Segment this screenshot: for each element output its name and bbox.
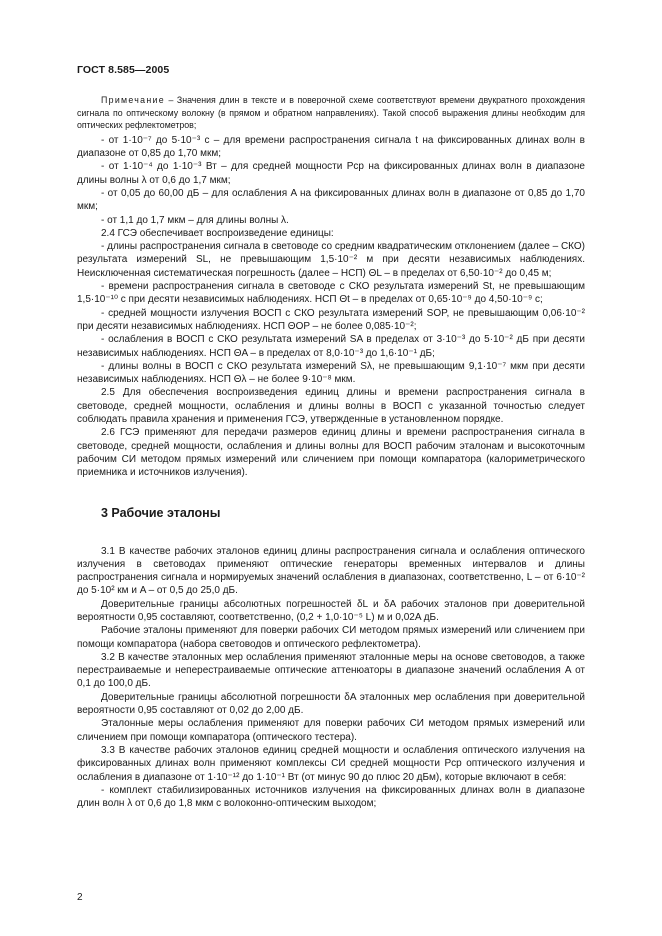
paragraph: - от 1·10⁻⁷ до 5·10⁻³ с – для времени распространения сигнала t на фиксированных длинах волн в диапазоне от 0,85 до 1,70 мкм; — [77, 134, 585, 160]
paragraph: - времени распространения сигнала в световоде с СКО результата измерений St, не превышающим 1,5·10⁻¹⁰ с при десяти независимых наблюдениях. НСП Θt – в пределах от 0,65·10⁻⁹ до 4,50·10⁻⁹ с; — [77, 281, 585, 306]
paragraph: - длины волны в ВОСП с СКО результата измерений Sλ, не превышающим 9,1·10⁻⁷ мкм при десяти независимых наблюдениях. НСП Θλ – не более 9·10⁻⁸ мкм. — [77, 360, 585, 386]
note-text: – Значения длин в тексте и в поверочной схеме соответствуют времени двукратного прохождения сигнала по оптическому волокну (в прямом и обратном направлениях). Такой способ выражения длины необходим для оптических рефлектометров; — [77, 95, 585, 131]
paragraph: 2.6 ГСЭ применяют для передачи размеров единиц длины и времени распространения сигнала в световоде, средней мощности, ослабления и длины волны для ВОСП рабочим эталонам и высокоточным рабочим СИ методом прямых измерений или сличением при помощи компаратора (калориметрического приемника и источников излучения). — [77, 427, 585, 479]
paragraph: - длины распространения сигнала в световоде со средним квадратическим отклонением (далее – СКО) результата измерений SL, не превышающим 1,5·10⁻² м при десяти независимых наблюдениях. Неисключенная систематическая погрешность (далее – НСП) ΘL – в пределах от 6,50·10⁻² до 0,45 м; — [77, 241, 585, 279]
paragraph: 3.1 В качестве рабочих эталонов единиц длины распространения сигнала и ослабления оптического излучения в световодах применяют оптические генераторы временных интервалов и длины распространения сигнала и нормируемых значений ослабления в диапазонах, соответственно, L – от 6·10⁻² до 5·10² км и A – от 0,5 до 25,0 дБ. — [77, 545, 585, 597]
note-label: Примечание — [101, 95, 165, 105]
paragraph: Рабочие эталоны применяют для поверки рабочих СИ методом прямых измерений или сличением при помощи компаратора (набора световодов и оптического рефлектометра). — [77, 625, 585, 650]
paragraph: Доверительные границы абсолютных погрешностей δL и δA рабочих эталонов при доверительной вероятности 0,95 составляют, соответственно, (0,2 + 1,0·10⁻⁵ L) м и 0,02A дБ. — [77, 598, 585, 623]
paragraph: 2.4 ГСЭ обеспечивает воспроизведение единицы: — [101, 227, 334, 239]
paragraph: - от 0,05 до 60,00 дБ – для ослабления A на фиксированных длинах волн в диапазоне от 0,85 до 1,70 мкм; — [77, 187, 585, 213]
document-header: ГОСТ 8.585—2005 — [77, 64, 170, 76]
paragraph: 3.2 В качестве эталонных мер ослабления применяют эталонные меры на основе световодов, а также перестраиваемые и неперестраиваемые оптические аттенюаторы в диапазоне значений ослабления A от 0,1 до 100,0 дБ. — [77, 651, 585, 690]
section-title: 3 Рабочие эталоны — [101, 505, 221, 520]
paragraph: 3.3 В качестве рабочих эталонов единиц средней мощности и ослабления оптического излучения на фиксированных длинах волн применяют комплексы СИ средней мощности Pср оптического излучения и ослабления в диапазоне от 1·10⁻¹² до 1·10⁻¹ Вт (от минус 90 до плюс 20 дБм), которые включают в себя: — [77, 744, 585, 783]
paragraph: - от 1·10⁻⁴ до 1·10⁻³ Вт – для средней мощности Pср на фиксированных длинах волн в диапазоне длины волны λ от 0,6 до 1,7 мкм; — [77, 161, 585, 186]
paragraph: - ослабления в ВОСП с СКО результата измерений SA в пределах от 3·10⁻³ до 5·10⁻² дБ при десяти независимых наблюдениях. НСП ΘA – в пределах от 8,0·10⁻³ до 1,6·10⁻¹ дБ; — [77, 334, 585, 359]
page-number: 2 — [77, 892, 83, 903]
paragraph: 2.5 Для обеспечения воспроизведения единиц длины и времени распространения сигнала в световоде, средней мощности, ослабления и длины волны в ВОСП с указанной точностью следует соблюдать правила хранения и применения ГСЭ, утвержденные в установленном порядке. — [77, 387, 585, 426]
paragraph: Эталонные меры ослабления применяют для поверки рабочих СИ методом прямых измерений или сличением при помощи компаратора (оптического тестера). — [77, 718, 585, 743]
paragraph: - комплект стабилизированных источников излучения на фиксированных длинах волн в диапазоне длин волн λ от 0,6 до 1,8 мкм с волоконно-оптическим выходом; — [77, 784, 585, 810]
note-paragraph — [77, 94, 585, 132]
paragraph: - от 1,1 до 1,7 мкм – для длины волны λ. — [101, 214, 289, 226]
paragraph: Доверительные границы абсолютной погрешности δA эталонных мер ослабления при доверительной вероятности 0,95 составляют от 0,02 до 2,00 дБ. — [77, 691, 585, 717]
paragraph: - средней мощности излучения ВОСП с СКО результата измерений SOP, не превышающим 0,06·10⁻² при десяти независимых наблюдениях. НСП ΘOP – не более 0,085·10⁻²; — [77, 307, 585, 332]
